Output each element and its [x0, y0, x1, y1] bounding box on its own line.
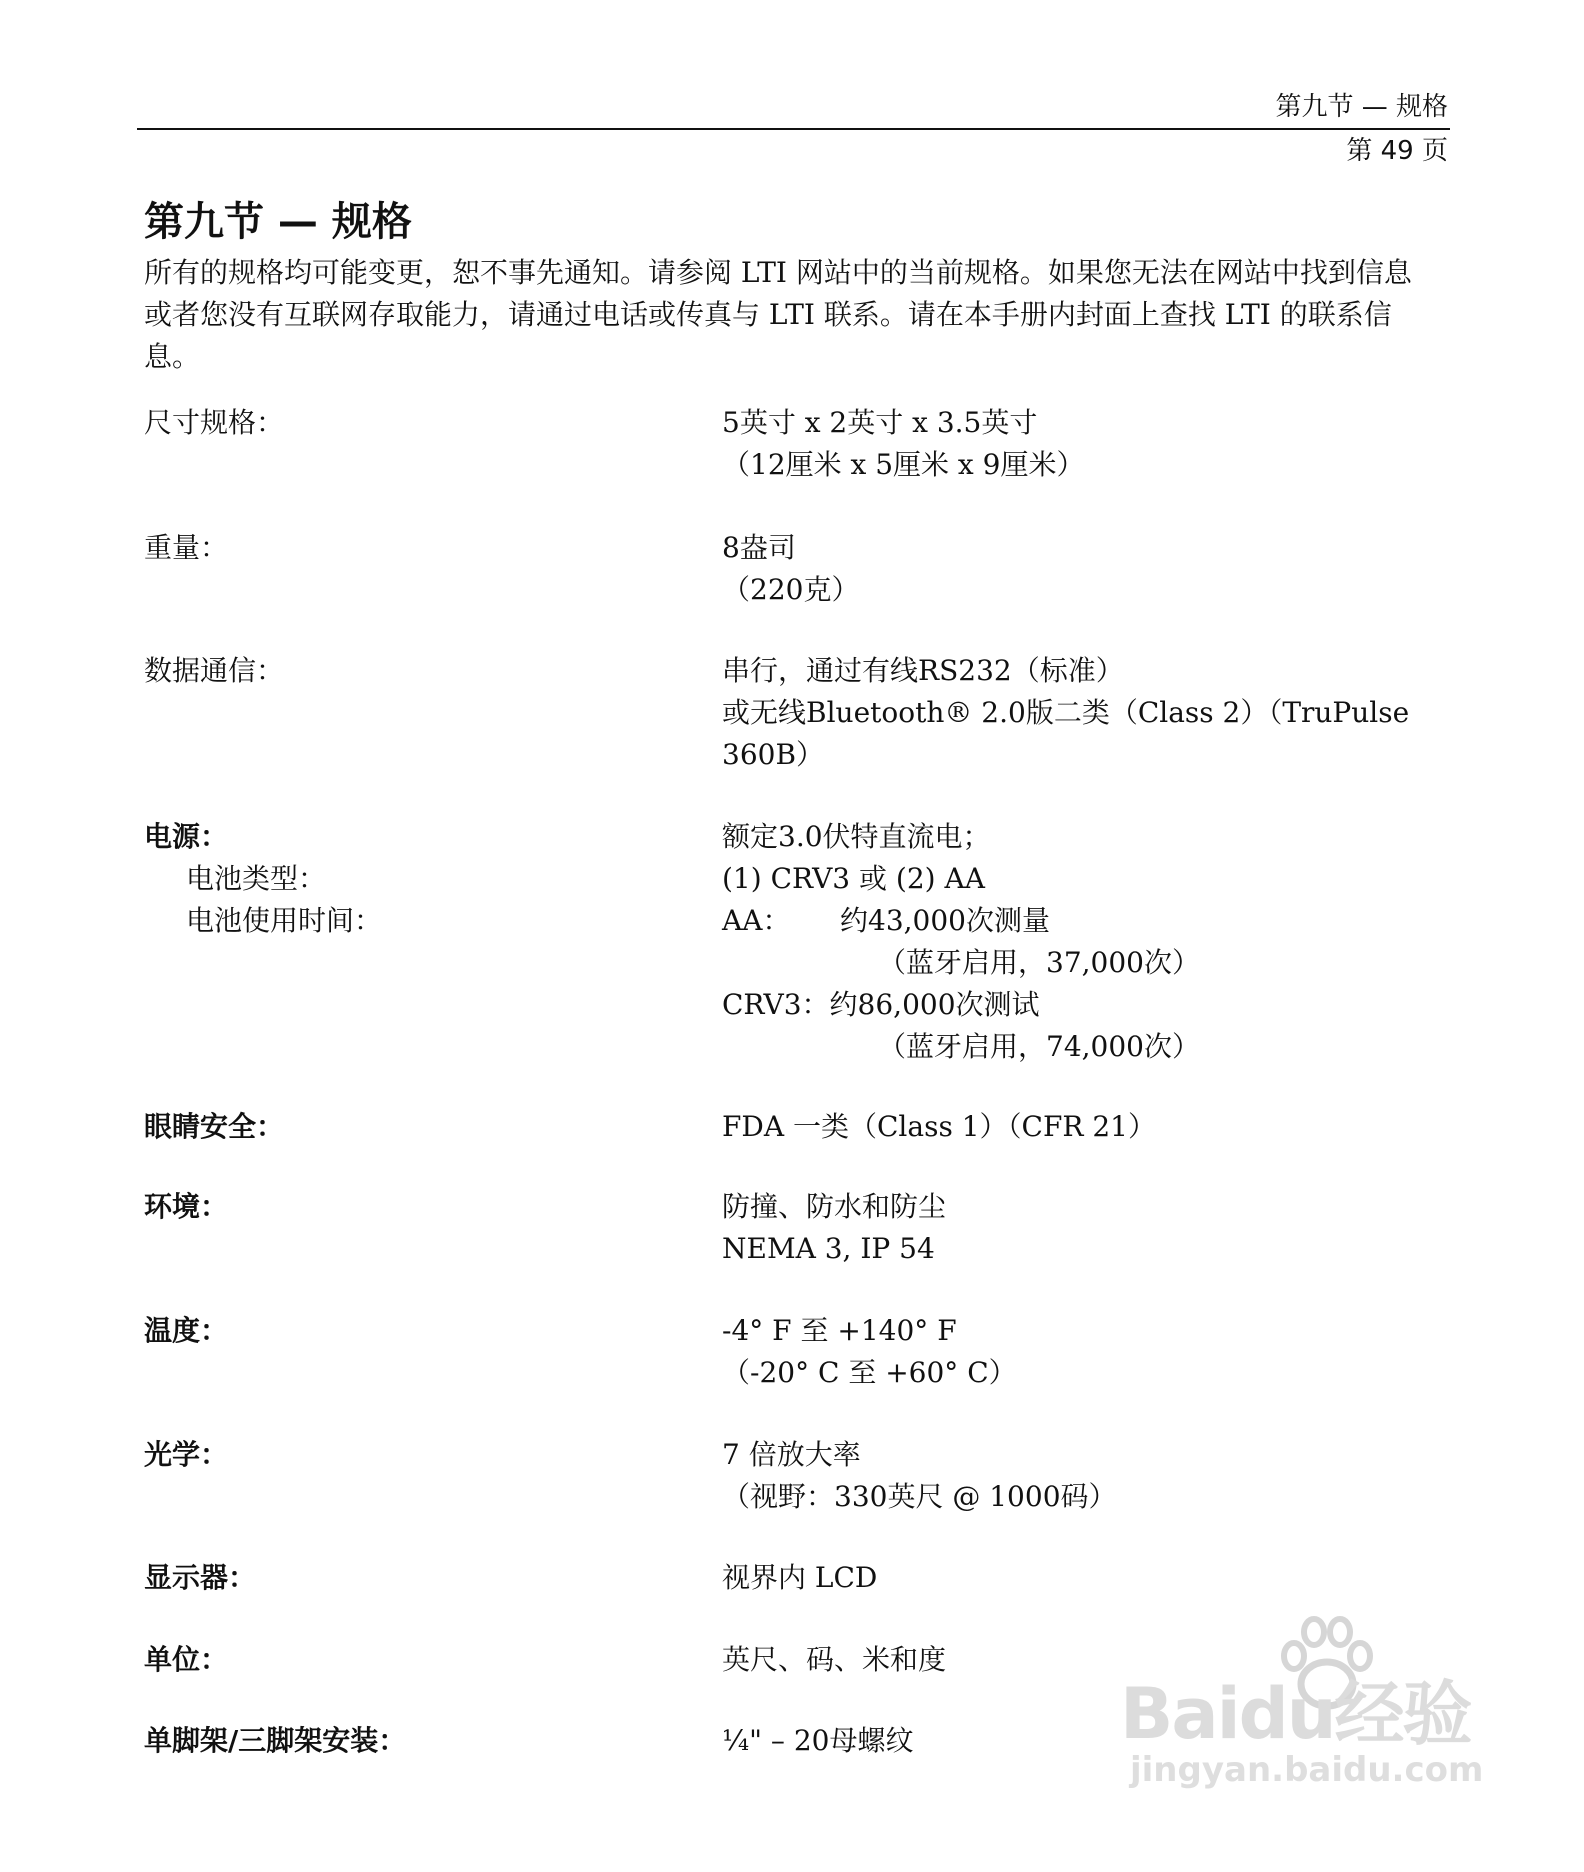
page-header — [137, 86, 1450, 166]
battery-life-label: 电池使用时间： — [186, 904, 383, 937]
spec-label: 光学： — [144, 1438, 229, 1471]
value-line: -4° F 至 +140° F — [722, 1314, 957, 1347]
value-line: 或无线Bluetooth® 2.0版二类（Class 2）（TruPulse 360B） — [722, 696, 1410, 771]
value-line: ¼" – 20母螺纹 — [722, 1724, 914, 1757]
watermark-url: jingyan.baidu.com — [1130, 1750, 1484, 1790]
spec-value — [722, 402, 1422, 486]
spec-value — [722, 1310, 1422, 1394]
spec-value — [722, 816, 1422, 1068]
aa-label: AA： — [722, 904, 791, 937]
value-line: FDA 一类（Class 1）（CFR 21） — [722, 1110, 1156, 1143]
running-title: 第九节 — 规格 — [1275, 92, 1448, 122]
value-line: 7 倍放大率 — [722, 1438, 861, 1471]
value-line: 额定3.0伏特直流电； — [722, 820, 991, 853]
baidu-watermark — [1120, 1610, 1520, 1820]
intro-paragraph: 所有的规格均可能变更，恕不事先通知。请参阅 LTI 网站中的当前规格。如果您无法在网站中找到信息或者您没有互联网存取能力，请通过电话或传真与 LTI 联系。请在本手册内封面上查找 LTI 的联系信息。 — [144, 256, 1412, 373]
value-line: （12厘米 x 5厘米 x 9厘米） — [722, 448, 1085, 481]
spec-label: 单位： — [144, 1643, 229, 1676]
spec-label — [144, 816, 382, 942]
power-label: 电源： — [144, 820, 229, 853]
value-line: 8盎司 — [722, 531, 796, 564]
value-line: 防撞、防水和防尘 — [722, 1190, 947, 1223]
spec-value — [722, 527, 1422, 611]
page-number: 第 49 页 — [1346, 136, 1448, 166]
spec-value — [722, 1186, 1422, 1270]
watermark-logo: Baidu经验 — [1120, 1673, 1471, 1755]
value-line — [722, 900, 1422, 942]
crv3-life: 约86,000次测试 — [829, 988, 1040, 1021]
section-title: 第九节 — 规格 — [144, 199, 412, 245]
value-line: （视野：330英尺 @ 1000码） — [722, 1480, 1117, 1513]
value-line: 视界内 LCD — [722, 1561, 878, 1594]
spec-value — [722, 1557, 1422, 1599]
value-line: （-20° C 至 +60° C） — [722, 1356, 1017, 1389]
value-line: (1) CRV3 或 (2) AA — [722, 862, 985, 895]
spec-value — [722, 1434, 1422, 1518]
spec-label: 单脚架/三脚架安装： — [144, 1724, 407, 1757]
value-line: 串行，通过有线RS232（标准） — [722, 654, 1124, 687]
value-line: （蓝牙启用，74,000次） — [878, 1030, 1200, 1063]
spec-value — [722, 650, 1422, 776]
spec-value — [722, 1106, 1422, 1148]
spec-label: 重量： — [144, 531, 229, 564]
value-line: 5英寸 x 2英寸 x 3.5英寸 — [722, 406, 1038, 439]
value-line — [722, 984, 1422, 1026]
value-line: 英尺、码、米和度 — [722, 1643, 947, 1676]
spec-label: 尺寸规格： — [144, 406, 285, 439]
spec-label: 温度： — [144, 1314, 229, 1347]
spec-label: 眼睛安全： — [144, 1110, 285, 1143]
value-line: （220克） — [722, 573, 860, 606]
spec-label: 显示器： — [144, 1561, 257, 1594]
aa-life: 约43,000次测量 — [840, 904, 1050, 937]
battery-type-label: 电池类型： — [186, 862, 327, 895]
value-line: （蓝牙启用，37,000次） — [878, 946, 1200, 979]
spec-label: 环境： — [144, 1190, 229, 1223]
value-line: NEMA 3, IP 54 — [722, 1232, 935, 1265]
crv3-label: CRV3： — [722, 988, 830, 1021]
spec-label: 数据通信： — [144, 654, 285, 687]
